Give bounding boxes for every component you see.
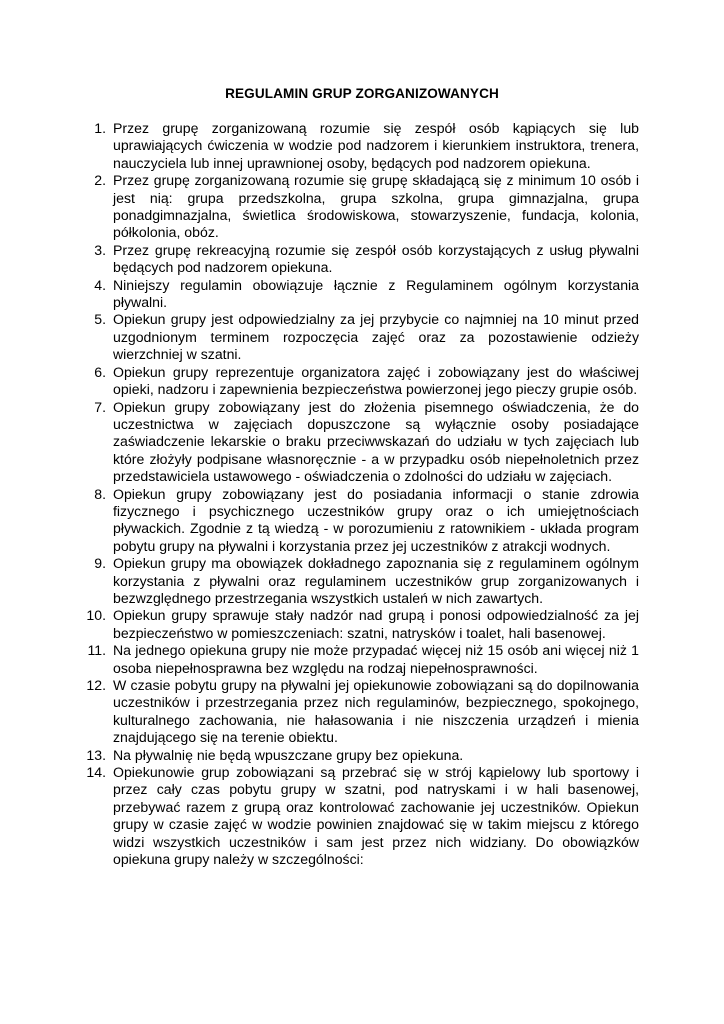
item-text: Na jednego opiekuna grupy nie może przypadać więcej niż 15 osób ani więcej niż 1 osoba niepełnosprawna bez względu na rodzaj niepełnosprawności. (113, 642, 639, 676)
regulation-list (86, 120, 639, 868)
list-item (94, 241, 639, 277)
item-number: 8. (94, 485, 106, 502)
list-item (94, 172, 639, 242)
item-number: 2. (94, 172, 106, 189)
item-text: Niniejszy regulamin obowiązuje łącznie z Regulaminem ogólnym korzystania pływalni. (113, 276, 639, 311)
list-item (94, 485, 639, 556)
list-item (94, 120, 639, 172)
item-text: Opiekun grupy reprezentuje organizatora zajęć i zobowiązany jest do właściwej opieki, nadzoru i zapewnienia bezpieczeństwa powierzonej jego pieczy grupie osób. (113, 363, 639, 398)
item-number: 4. (94, 276, 106, 293)
item-number: 10. (86, 607, 106, 624)
list-item (87, 642, 639, 677)
item-text: Opiekun grupy jest odpowiedzialny za jej przybycie co najmniej na 10 minut przed uzgodnionym terminem rozpoczęcia zajęć oraz za pozostawienie odzieży wierzchniej w szatni. (113, 311, 639, 363)
item-number: 3. (94, 241, 106, 258)
list-item (94, 363, 639, 399)
item-text: Opiekun grupy zobowiązany jest do złożenia pisemnego oświadczenia, że do uczestnictwa w zajęciach dopuszczone są wyłącznie osoby posiadające zaświadczenie lekarskie o braku przeciwwskazań do udziału w tych zajęciach lub które złożyły podpisane własnoręcznie - a w przypadku osób niepełnoletnich przez przedstawiciela ustawowego - oświadczenia o zdolności do udziału w zajęciach. (113, 398, 639, 485)
list-item (94, 276, 639, 312)
document-title: REGULAMIN GRUP ZORGANIZOWANYCH (225, 86, 499, 101)
item-text: Przez grupę rekreacyjną rozumie się zespół osób korzystających z usług pływalni będących pod nadzorem opiekuna. (113, 241, 639, 276)
item-number: 5. (94, 311, 106, 328)
item-text: Przez grupę zorganizowaną rozumie się grupę składającą się z minimum 10 osób i jest nią: grupa przedszkolna, grupa szkolna, grupa gimnazjalna, grupa ponadgimnazjalna, świetlica środowiskowa, stowarzyszenie, fundacja, kolonia, półkolonia, obóz. (113, 172, 639, 241)
item-number: 1. (94, 120, 106, 136)
item-number: 13. (86, 746, 106, 763)
list-item (94, 398, 639, 486)
item-text: Przez grupę zorganizowaną rozumie się zespół osób kąpiących się lub uprawiających ćwiczenia w wodzie pod nadzorem i kierunkiem instruktora, trenera, nauczyciela lub innej uprawnionej osoby, będących pod nadzorem opiekuna. (113, 120, 639, 171)
item-number: 7. (94, 398, 106, 415)
list-item (86, 746, 639, 764)
item-number: 6. (94, 363, 106, 380)
list-item (86, 607, 639, 642)
item-text: W czasie pobytu grupy na pływalni jej opiekunowie zobowiązani są do dopilnowania uczestników i przestrzegania przez nich regulaminów, bezpiecznego, spokojnego, kulturalnego zachowania, nie hałasowania i nie niszczenia urządzeń i mienia znajdującego się na terenie obiektu. (113, 677, 639, 746)
item-text: Opiekun grupy sprawuje stały nadzór nad grupą i ponosi odpowiedzialność za jej bezpieczeństwo w pomieszczeniach: szatni, natrysków i toalet, hali basenowej. (113, 607, 639, 641)
item-text: Opiekunowie grup zobowiązani są przebrać się w strój kąpielowy lub sportowy i przez cały czas pobytu grupy w szatni, pod natryskami i w hali basenowej, przebywać razem z grupą oraz kontrolować zachowanie jej uczestników. Opiekun grupy w czasie zajęć w wodzie powinien znajdować się w takim miejscu z którego widzi wszystkich uczestników i sam jest przez nich widziany. Do obowiązków opiekuna grupy należy w szczególności: (113, 764, 639, 868)
item-number: 9. (94, 555, 106, 572)
list-item (94, 555, 639, 607)
list-item (86, 764, 639, 868)
item-number: 14. (86, 764, 106, 781)
list-item (94, 311, 639, 363)
list-item (86, 677, 639, 747)
item-number: 11. (87, 642, 106, 659)
item-number: 12. (86, 677, 106, 693)
item-text: Opiekun grupy zobowiązany jest do posiadania informacji o stanie zdrowia fizycznego i psychicznego uczestników grupy oraz o ich umiejętnościach pływackich. Zgodnie z tą wiedzą - w porozumieniu z ratownikiem - układa program pobytu grupy na pływalni i korzystania przez jej uczestników z atrakcji wodnych. (113, 485, 639, 554)
item-text: Opiekun grupy ma obowiązek dokładnego zapoznania się z regulaminem ogólnym korzystania z pływalni oraz regulaminem uczestników grup zorganizowanych i bezwzględnego przestrzegania wszystkich ustaleń w nich zawartych. (113, 555, 639, 606)
item-text: Na pływalnię nie będą wpuszczane grupy bez opiekuna. (113, 746, 464, 763)
